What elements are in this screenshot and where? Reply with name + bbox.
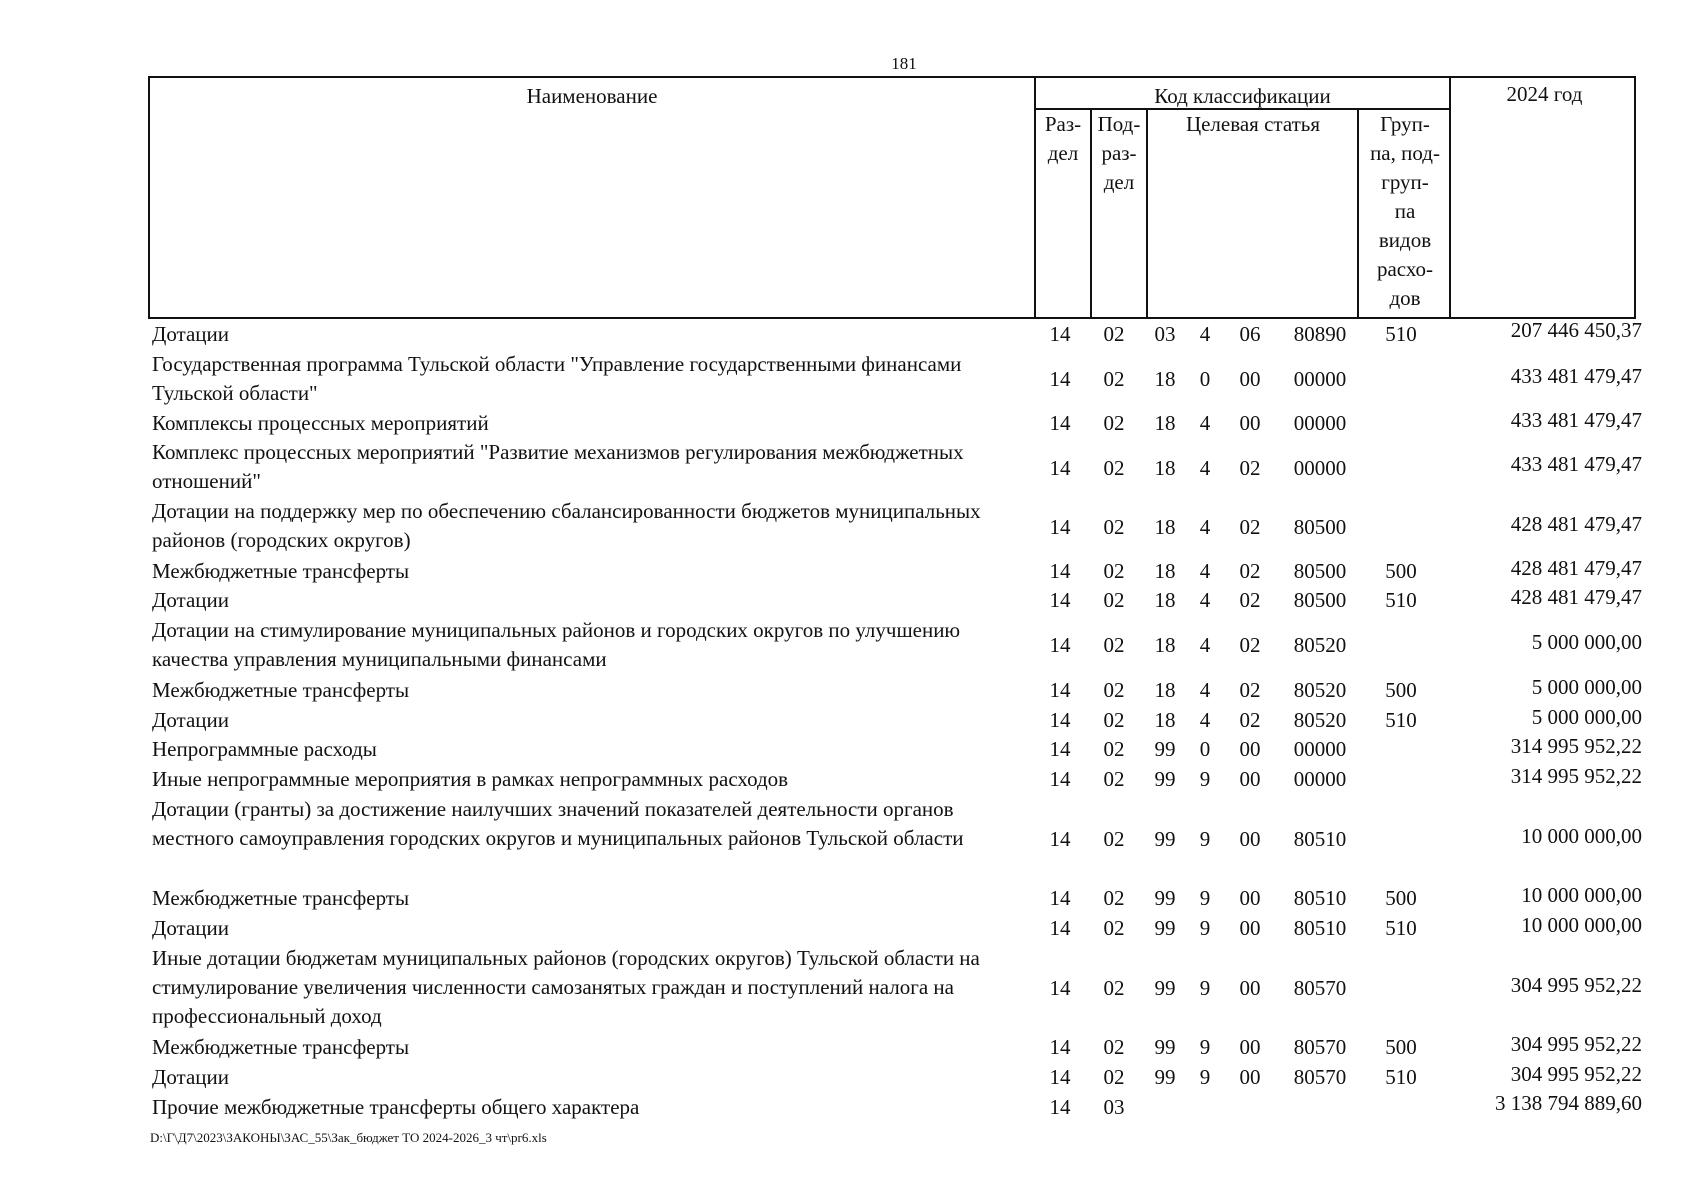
- row-cs4: 80520: [1293, 708, 1347, 732]
- row-cs3: 02: [1239, 633, 1261, 657]
- row-amount: 3 138 794 889,60: [1495, 1091, 1642, 1115]
- row-cs1: 99: [1154, 1035, 1176, 1059]
- row-podrazdel: 02: [1103, 515, 1125, 539]
- row-razdel: 14: [1049, 515, 1071, 539]
- row-vr: 510: [1385, 588, 1417, 612]
- row-cs2: 9: [1199, 916, 1211, 940]
- row-cs4: 80500: [1293, 515, 1347, 539]
- row-cs3: 00: [1239, 367, 1261, 391]
- row-podrazdel: 02: [1103, 767, 1125, 791]
- row-cs2: 0: [1199, 737, 1211, 761]
- row-vr: 500: [1385, 886, 1417, 910]
- row-razdel: 14: [1049, 411, 1071, 435]
- header-code: Код классификации: [1154, 84, 1331, 108]
- row-podrazdel: 02: [1103, 322, 1125, 346]
- row-cs3: 02: [1239, 515, 1261, 539]
- row-cs2: 9: [1199, 976, 1211, 1000]
- row-razdel: 14: [1049, 633, 1071, 657]
- row-cs4: 80500: [1293, 588, 1347, 612]
- row-name: Дотации (гранты) за достижение наилучших значений показателей деятельности органов местного самоуправления городских округов и муниципальных районов Тульской области: [152, 797, 964, 850]
- row-amount: 207 446 450,37: [1510, 318, 1642, 342]
- row-podrazdel: 02: [1103, 976, 1125, 1000]
- row-razdel: 14: [1049, 1095, 1071, 1119]
- row-podrazdel: 02: [1103, 456, 1125, 480]
- row-cs4: 80510: [1293, 916, 1347, 940]
- row-amount: 10 000 000,00: [1521, 883, 1642, 907]
- row-razdel: 14: [1049, 886, 1071, 910]
- row-cs4: 80520: [1293, 678, 1347, 702]
- row-name: Межбюджетные трансферты: [152, 886, 410, 910]
- row-cs2: 4: [1199, 633, 1211, 657]
- row-cs3: 00: [1239, 916, 1261, 940]
- row-cs4: 80510: [1293, 827, 1347, 851]
- row-podrazdel: 02: [1103, 827, 1125, 851]
- row-cs1: 99: [1154, 1065, 1176, 1089]
- row-razdel: 14: [1049, 588, 1071, 612]
- row-cs1: 18: [1154, 708, 1176, 732]
- row-cs4: 80510: [1293, 886, 1347, 910]
- header-divider: [1146, 108, 1148, 317]
- row-cs1: 18: [1154, 678, 1176, 702]
- row-cs4: 00000: [1293, 456, 1347, 480]
- row-cs2: 4: [1199, 588, 1211, 612]
- row-amount: 433 481 479,47: [1510, 452, 1642, 476]
- table-header: [148, 76, 1636, 319]
- row-cs1: 18: [1154, 515, 1176, 539]
- header-razdel: Раз- дел: [1044, 112, 1082, 165]
- row-name: Прочие межбюджетные трансферты общего характера: [152, 1095, 640, 1119]
- row-podrazdel: 02: [1103, 886, 1125, 910]
- row-razdel: 14: [1049, 1035, 1071, 1059]
- header-podrazdel: Под- раз- дел: [1097, 112, 1141, 194]
- row-name: Дотации на стимулирование муниципальных районов и городских округов по улучшению качества управления муниципальными финансами: [152, 618, 961, 671]
- row-cs1: 99: [1154, 976, 1176, 1000]
- row-amount: 428 481 479,47: [1510, 585, 1642, 609]
- row-amount: 433 481 479,47: [1510, 364, 1642, 388]
- row-cs3: 00: [1239, 827, 1261, 851]
- row-cs2: 4: [1199, 559, 1211, 583]
- row-amount: 433 481 479,47: [1510, 408, 1642, 432]
- row-razdel: 14: [1049, 737, 1071, 761]
- row-name: Дотации: [152, 322, 230, 346]
- header-name: Наименование: [526, 84, 658, 108]
- row-vr: 500: [1385, 678, 1417, 702]
- row-amount: 10 000 000,00: [1521, 824, 1642, 848]
- row-vr: 500: [1385, 559, 1417, 583]
- row-razdel: 14: [1049, 367, 1071, 391]
- row-cs4: 80570: [1293, 976, 1347, 1000]
- row-name: Дотации: [152, 916, 230, 940]
- row-amount: 5 000 000,00: [1531, 705, 1642, 729]
- row-name: Комплексы процессных мероприятий: [152, 411, 489, 435]
- row-cs1: 18: [1154, 588, 1176, 612]
- row-cs4: 00000: [1293, 367, 1347, 391]
- row-name: Межбюджетные трансферты: [152, 559, 410, 583]
- row-cs4: 00000: [1293, 411, 1347, 435]
- row-cs2: 4: [1199, 411, 1211, 435]
- row-name: Государственная программа Тульской области "Управление государственными финансами Тульской области": [152, 352, 962, 405]
- header-year: 2024 год: [1506, 82, 1583, 106]
- row-cs3: 00: [1239, 1035, 1261, 1059]
- row-cs4: 80570: [1293, 1035, 1347, 1059]
- row-cs3: 06: [1239, 322, 1261, 346]
- row-podrazdel: 02: [1103, 708, 1125, 732]
- row-name: Дотации: [152, 588, 230, 612]
- row-amount: 5 000 000,00: [1531, 675, 1642, 699]
- row-cs3: 00: [1239, 411, 1261, 435]
- row-cs1: 99: [1154, 886, 1176, 910]
- row-name: Иные непрограммные мероприятия в рамках непрограммных расходов: [152, 767, 789, 791]
- row-podrazdel: 02: [1103, 411, 1125, 435]
- row-podrazdel: 03: [1103, 1095, 1125, 1119]
- row-razdel: 14: [1049, 1065, 1071, 1089]
- row-name: Непрограммные расходы: [152, 737, 377, 761]
- row-cs2: 9: [1199, 1065, 1211, 1089]
- row-cs2: 4: [1199, 708, 1211, 732]
- row-cs1: 18: [1154, 456, 1176, 480]
- row-cs2: 4: [1199, 456, 1211, 480]
- row-podrazdel: 02: [1103, 367, 1125, 391]
- row-razdel: 14: [1049, 767, 1071, 791]
- row-razdel: 14: [1049, 456, 1071, 480]
- header-celevaya: Целевая статья: [1185, 112, 1321, 136]
- row-cs3: 02: [1239, 456, 1261, 480]
- row-podrazdel: 02: [1103, 1035, 1125, 1059]
- row-amount: 314 995 952,22: [1510, 734, 1642, 758]
- row-cs2: 9: [1199, 886, 1211, 910]
- row-cs1: 18: [1154, 633, 1176, 657]
- row-cs1: 99: [1154, 916, 1176, 940]
- row-cs4: 80500: [1293, 559, 1347, 583]
- row-cs2: 4: [1199, 322, 1211, 346]
- row-amount: 10 000 000,00: [1521, 913, 1642, 937]
- row-cs3: 02: [1239, 588, 1261, 612]
- row-amount: 304 995 952,22: [1510, 973, 1642, 997]
- row-razdel: 14: [1049, 827, 1071, 851]
- row-cs3: 00: [1239, 767, 1261, 791]
- row-vr: 510: [1385, 916, 1417, 940]
- row-cs2: 4: [1199, 678, 1211, 702]
- row-cs4: 80890: [1293, 322, 1347, 346]
- row-cs1: 03: [1154, 322, 1176, 346]
- row-cs2: 9: [1199, 767, 1211, 791]
- row-vr: 500: [1385, 1035, 1417, 1059]
- row-amount: 428 481 479,47: [1510, 556, 1642, 580]
- row-cs1: 18: [1154, 411, 1176, 435]
- row-cs3: 00: [1239, 886, 1261, 910]
- row-podrazdel: 02: [1103, 737, 1125, 761]
- file-path-footer: D:\Г\Д7\2023\ЗАКОНЫ\ЗАС_55\Зак_бюджет ТО 2024-2026_3 чт\pr6.xls: [150, 1130, 547, 1145]
- row-cs3: 02: [1239, 708, 1261, 732]
- row-cs3: 00: [1239, 1065, 1261, 1089]
- row-cs3: 00: [1239, 737, 1261, 761]
- row-name: Межбюджетные трансферты: [152, 678, 410, 702]
- row-cs4: 00000: [1293, 737, 1347, 761]
- header-gruppa: Груп- па, под- груп- па видов расхо- дов: [1370, 112, 1440, 310]
- row-cs3: 02: [1239, 678, 1261, 702]
- row-vr: 510: [1385, 322, 1417, 346]
- row-cs4: 00000: [1293, 767, 1347, 791]
- page-number: 181: [891, 54, 917, 73]
- row-name: Дотации на поддержку мер по обеспечению сбалансированности бюджетов муниципальных районов (городских округов): [152, 499, 981, 552]
- row-cs3: 02: [1239, 559, 1261, 583]
- row-amount: 5 000 000,00: [1531, 630, 1642, 654]
- row-cs1: 99: [1154, 737, 1176, 761]
- row-cs1: 18: [1154, 367, 1176, 391]
- row-razdel: 14: [1049, 708, 1071, 732]
- row-amount: 428 481 479,47: [1510, 512, 1642, 536]
- row-cs2: 4: [1199, 515, 1211, 539]
- row-podrazdel: 02: [1103, 633, 1125, 657]
- row-name: Иные дотации бюджетам муниципальных районов (городских округов) Тульской области на стимулирование увеличения численности самозанятых граждан и поступлений налога на профессиональный доход: [152, 946, 980, 1028]
- row-cs3: 00: [1239, 976, 1261, 1000]
- row-podrazdel: 02: [1103, 916, 1125, 940]
- row-razdel: 14: [1049, 559, 1071, 583]
- row-cs2: 9: [1199, 1035, 1211, 1059]
- row-vr: 510: [1385, 1065, 1417, 1089]
- row-cs4: 80520: [1293, 633, 1347, 657]
- row-podrazdel: 02: [1103, 1065, 1125, 1089]
- row-cs4: 80570: [1293, 1065, 1347, 1089]
- row-cs1: 18: [1154, 559, 1176, 583]
- row-razdel: 14: [1049, 916, 1071, 940]
- row-razdel: 14: [1049, 322, 1071, 346]
- row-razdel: 14: [1049, 678, 1071, 702]
- row-name: Межбюджетные трансферты: [152, 1035, 410, 1059]
- row-podrazdel: 02: [1103, 588, 1125, 612]
- row-name: Дотации: [152, 1065, 230, 1089]
- row-vr: 510: [1385, 708, 1417, 732]
- row-cs1: 99: [1154, 767, 1176, 791]
- row-amount: 314 995 952,22: [1510, 764, 1642, 788]
- row-name: Комплекс процессных мероприятий "Развитие механизмов регулирования межбюджетных отношений": [152, 440, 964, 493]
- row-cs2: 0: [1199, 367, 1211, 391]
- row-amount: 304 995 952,22: [1510, 1032, 1642, 1056]
- row-podrazdel: 02: [1103, 559, 1125, 583]
- row-razdel: 14: [1049, 976, 1071, 1000]
- row-cs1: 99: [1154, 827, 1176, 851]
- row-amount: 304 995 952,22: [1510, 1062, 1642, 1086]
- row-name: Дотации: [152, 708, 230, 732]
- row-podrazdel: 02: [1103, 678, 1125, 702]
- row-cs2: 9: [1199, 827, 1211, 851]
